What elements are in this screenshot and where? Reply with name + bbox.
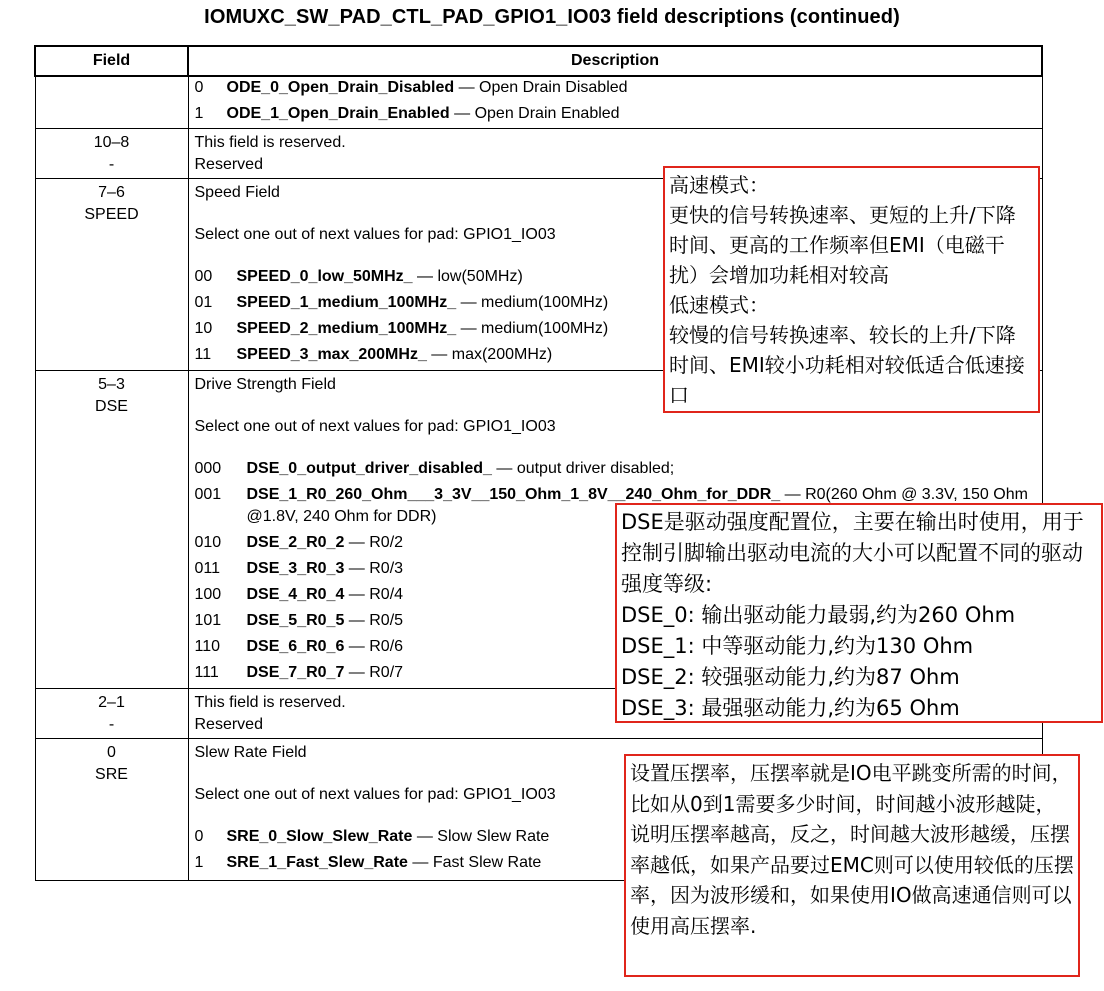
value-code: 1 bbox=[194, 105, 204, 122]
value-name: DSE_7_R0_7 bbox=[246, 664, 345, 681]
value-code: 011 bbox=[194, 560, 221, 577]
field-name: - bbox=[108, 716, 115, 733]
value-text: — Open Drain Enabled bbox=[449, 105, 620, 122]
table-header-row bbox=[35, 46, 1042, 76]
value-code: 11 bbox=[194, 346, 212, 363]
table-title: IOMUXC_SW_PAD_CTL_PAD_GPIO1_IO03 field descriptions (continued) bbox=[204, 6, 900, 28]
select-text: Select one out of next values for pad: GPIO1_IO03 bbox=[194, 226, 556, 243]
value-code: 101 bbox=[194, 612, 222, 629]
field-heading: Slew Rate Field bbox=[194, 744, 307, 761]
field-cell bbox=[35, 739, 188, 881]
value-row bbox=[195, 458, 1036, 480]
value-name: DSE_6_R0_6 bbox=[246, 638, 345, 655]
value-text: — Slow Slew Rate bbox=[412, 828, 550, 845]
value-code: 100 bbox=[194, 586, 222, 603]
speed-annotation-box: 高速模式： 更快的信号转换速率、更短的上升/下降时间、更高的工作频率但EMI（电磁干扰）会增加功耗相对较高 低速模式： 较慢的信号转换速率、较长的上升/下降时间、EMI较小功耗相对较低适合低速接口 bbox=[663, 166, 1040, 413]
value-name: ODE_0_Open_Drain_Disabled bbox=[226, 79, 455, 96]
value-text: — R0/2 bbox=[344, 534, 404, 551]
value-name: DSE_5_R0_5 bbox=[246, 612, 345, 629]
value-text: — R0/3 bbox=[344, 560, 404, 577]
value-text: — max(200MHz) bbox=[426, 346, 553, 363]
field-heading: Drive Strength Field bbox=[194, 376, 336, 393]
field-cell bbox=[35, 371, 188, 689]
field-bits: 5–3 bbox=[98, 376, 125, 393]
value-name: SPEED_1_medium_100MHz_ bbox=[236, 294, 457, 311]
field-name: - bbox=[108, 156, 115, 173]
value-code: 000 bbox=[194, 460, 222, 477]
value-name: DSE_2_R0_2 bbox=[246, 534, 345, 551]
field-name: SRE bbox=[95, 766, 128, 783]
value-name: ODE_1_Open_Drain_Enabled bbox=[226, 105, 450, 122]
field-heading: Speed Field bbox=[194, 184, 280, 201]
sre-annotation-box: 设置压摆率，压摆率就是IO电平跳变所需的时间，比如从0到1需要多少时间，时间越小波形越陡，说明压摆率越高，反之，时间越大波形越缓，压摆率越低，如果产品要过EMC则可以使用较低的压摆率，因为波形缓和，如果使用IO做高速通信则可以使用高压摆率. bbox=[624, 754, 1080, 977]
field-cell bbox=[35, 689, 188, 739]
value-text: — R0(260 Ohm @ 3.3V, 150 Ohm@1.8V, 240 Ohm for DDR) bbox=[246, 486, 1028, 525]
value-code: 010 bbox=[194, 534, 222, 551]
reserved-label: Reserved bbox=[194, 716, 263, 733]
field-column-header: Field bbox=[35, 46, 188, 76]
value-text: — R0/6 bbox=[344, 638, 404, 655]
reserved-text: This field is reserved. bbox=[194, 134, 346, 151]
value-code: 1 bbox=[194, 854, 204, 871]
value-row bbox=[195, 103, 1036, 125]
value-text: — R0/5 bbox=[344, 612, 404, 629]
value-text: — medium(100MHz) bbox=[456, 294, 609, 311]
value-code: 110 bbox=[194, 638, 221, 655]
value-row bbox=[195, 77, 1036, 99]
description-cell bbox=[188, 76, 1042, 129]
value-text: — Fast Slew Rate bbox=[407, 854, 542, 871]
field-cell bbox=[35, 129, 188, 179]
value-code: 00 bbox=[194, 268, 213, 285]
value-name: DSE_1_R0_260_Ohm___3_3V__150_Ohm_1_8V__240_Ohm_for_DDR_ bbox=[246, 486, 781, 503]
field-name: DSE bbox=[95, 398, 128, 415]
value-name: SRE_0_Slow_Slew_Rate bbox=[226, 828, 413, 845]
field-name: SPEED bbox=[84, 206, 139, 223]
value-name: DSE_0_output_driver_disabled_ bbox=[246, 460, 492, 477]
value-text: — medium(100MHz) bbox=[456, 320, 609, 337]
reserved-label: Reserved bbox=[194, 156, 263, 173]
value-name: SPEED_0_low_50MHz_ bbox=[236, 268, 413, 285]
field-cell bbox=[35, 179, 188, 371]
field-bits: 7–6 bbox=[98, 184, 125, 201]
value-text: — output driver disabled; bbox=[491, 460, 675, 477]
value-name: SRE_1_Fast_Slew_Rate bbox=[226, 854, 408, 871]
value-name: DSE_4_R0_4 bbox=[246, 586, 345, 603]
value-text: — R0/4 bbox=[344, 586, 404, 603]
value-text: — Open Drain Disabled bbox=[454, 79, 628, 96]
value-text: — low(50MHz) bbox=[412, 268, 523, 285]
field-bits: 10–8 bbox=[93, 134, 130, 151]
value-code: 001 bbox=[194, 486, 222, 503]
select-text: Select one out of next values for pad: GPIO1_IO03 bbox=[194, 418, 556, 435]
select-text: Select one out of next values for pad: GPIO1_IO03 bbox=[194, 786, 556, 803]
value-name: SPEED_2_medium_100MHz_ bbox=[236, 320, 457, 337]
reserved-text: This field is reserved. bbox=[194, 694, 346, 711]
table-row-ode bbox=[35, 76, 1042, 129]
value-name: SPEED_3_max_200MHz_ bbox=[236, 346, 427, 363]
field-bits: 0 bbox=[107, 744, 116, 761]
field-bits: 2–1 bbox=[98, 694, 125, 711]
dse-annotation-box: DSE是驱动强度配置位，主要在输出时使用，用于控制引脚输出驱动电流的大小可以配置不同的驱动强度等级: DSE_0: 输出驱动能力最弱,约为260 Ohm DSE_1: 中等驱动能力,约为130 Ohm DSE_2: 较强驱动能力,约为87 Ohm DSE_3: 最强驱动能力,约为65 Ohm bbox=[615, 503, 1103, 723]
value-code: 111 bbox=[194, 664, 219, 681]
value-name: DSE_3_R0_3 bbox=[246, 560, 345, 577]
description-column-header: Description bbox=[188, 46, 1042, 76]
value-code: 10 bbox=[194, 320, 213, 337]
value-code: 01 bbox=[194, 294, 213, 311]
value-code: 0 bbox=[194, 79, 204, 96]
value-code: 0 bbox=[194, 828, 204, 845]
field-cell bbox=[35, 76, 188, 129]
value-text: — R0/7 bbox=[344, 664, 404, 681]
